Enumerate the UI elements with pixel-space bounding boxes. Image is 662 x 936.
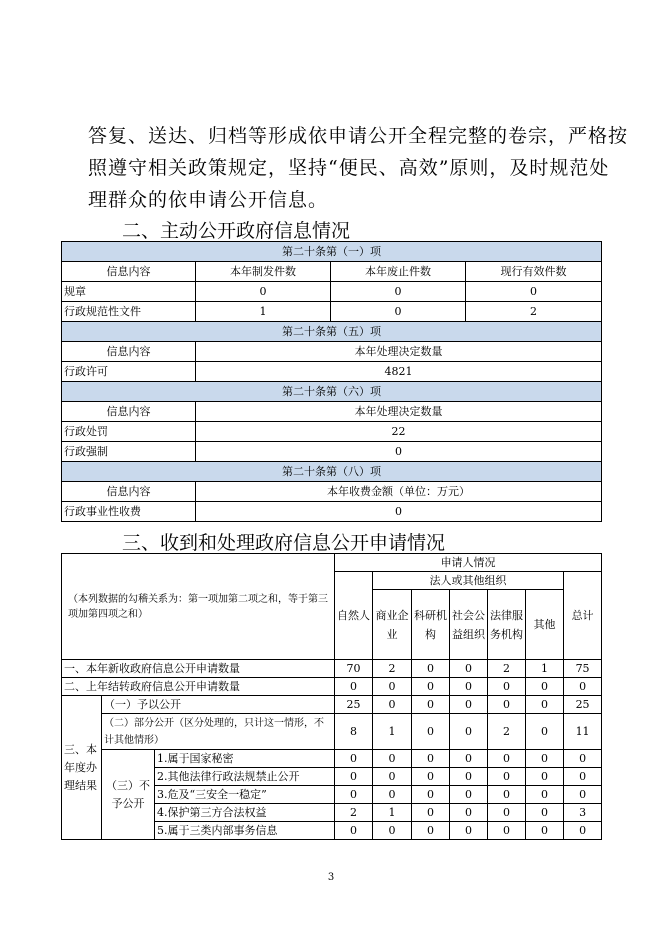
value-cell: 0 <box>373 678 412 696</box>
value-cell: 0 <box>450 768 488 786</box>
value-cell: 0 <box>373 696 412 714</box>
row-label: 行政许可 <box>62 362 196 382</box>
value-cell: 0 <box>373 768 412 786</box>
value-cell: 2 <box>488 714 526 750</box>
value-cell: 0 <box>526 822 564 840</box>
row-label: 3.危及“三安全一稳定” <box>155 786 335 804</box>
value-cell: 0 <box>450 678 488 696</box>
section-title: 第二十条第（五）项 <box>62 322 602 342</box>
row-label: （二）部分公开（区分处理的，只计这一情形，不计其他情形） <box>102 714 335 750</box>
value-cell: 2 <box>335 804 373 822</box>
value-cell: 0 <box>526 750 564 768</box>
section2-heading: 二、主动公开政府信息情况 <box>122 220 351 242</box>
row-label: 2.其他法律行政法规禁止公开 <box>155 768 335 786</box>
value-cell: 1 <box>196 302 331 322</box>
value-cell: 0 <box>450 696 488 714</box>
section-title: 第二十条第（六）项 <box>62 382 602 402</box>
row-label: 1.属于国家秘密 <box>155 750 335 768</box>
header-cell: 本年收费金额（单位：万元） <box>196 482 602 502</box>
value-cell: 0 <box>412 678 450 696</box>
value-cell: 0 <box>196 282 331 302</box>
row-label: 一、本年新收政府信息公开申请数量 <box>62 660 335 678</box>
subgroup-label: （三）不予公开 <box>102 750 155 840</box>
value-cell: 25 <box>335 696 373 714</box>
header-cell: 信息内容 <box>62 342 196 362</box>
value-cell: 0 <box>412 714 450 750</box>
row-label: （一）予以公开 <box>102 696 335 714</box>
value-cell: 0 <box>373 750 412 768</box>
value-cell: 0 <box>450 822 488 840</box>
header-cell: 信息内容 <box>62 402 196 422</box>
value-cell: 0 <box>526 696 564 714</box>
value-cell: 0 <box>488 804 526 822</box>
header-cell: 总计 <box>564 572 602 660</box>
header-cell: 本年废止件数 <box>331 262 466 282</box>
value-cell: 0 <box>488 822 526 840</box>
value-cell: 0 <box>412 822 450 840</box>
value-cell: 0 <box>526 714 564 750</box>
value-cell: 0 <box>373 822 412 840</box>
value-cell: 0 <box>335 768 373 786</box>
value-cell: 11 <box>564 714 602 750</box>
row-label: 行政强制 <box>62 442 196 462</box>
application-table <box>61 553 602 840</box>
proactive-disclosure-table <box>61 241 602 522</box>
header-cell: 法律服务机构 <box>488 590 526 660</box>
value-cell: 0 <box>450 750 488 768</box>
group-label: 三、本年度办理结果 <box>62 696 102 840</box>
table-note: （本列数据的勾稽关系为：第一项加第二项之和，等于第三项加第四项之和） <box>62 554 335 660</box>
value-cell: 0 <box>564 822 602 840</box>
row-label: 行政处罚 <box>62 422 196 442</box>
intro-line: 照遵守相关政策规定，坚持“便民、高效”原则，及时规范处 <box>88 157 610 179</box>
value-cell: 0 <box>450 714 488 750</box>
value-cell: 0 <box>412 750 450 768</box>
value-cell: 0 <box>196 502 602 522</box>
value-cell: 0 <box>526 768 564 786</box>
value-cell: 0 <box>488 696 526 714</box>
page-number: 3 <box>327 872 335 883</box>
value-cell: 0 <box>196 442 602 462</box>
value-cell: 0 <box>488 750 526 768</box>
value-cell: 0 <box>564 678 602 696</box>
header-cell: 现行有效件数 <box>466 262 602 282</box>
value-cell: 8 <box>335 714 373 750</box>
header-cell: 申请人情况 <box>335 554 602 572</box>
value-cell: 0 <box>564 750 602 768</box>
value-cell: 1 <box>373 714 412 750</box>
value-cell: 0 <box>412 696 450 714</box>
value-cell: 0 <box>526 678 564 696</box>
value-cell: 0 <box>335 822 373 840</box>
value-cell: 0 <box>450 804 488 822</box>
value-cell: 0 <box>412 804 450 822</box>
value-cell: 2 <box>466 302 602 322</box>
row-label: 5.属于三类内部事务信息 <box>155 822 335 840</box>
value-cell: 1 <box>373 804 412 822</box>
header-cell: 本年处理决定数量 <box>196 342 602 362</box>
value-cell: 0 <box>331 282 466 302</box>
row-label: 4.保护第三方合法权益 <box>155 804 335 822</box>
value-cell: 1 <box>526 660 564 678</box>
value-cell: 0 <box>488 768 526 786</box>
value-cell: 0 <box>412 660 450 678</box>
value-cell: 25 <box>564 696 602 714</box>
section-title: 第二十条第（一）项 <box>62 242 602 262</box>
value-cell: 0 <box>373 786 412 804</box>
value-cell: 0 <box>564 768 602 786</box>
value-cell: 0 <box>335 750 373 768</box>
intro-paragraph <box>88 120 629 216</box>
row-label: 行政规范性文件 <box>62 302 196 322</box>
section-title: 第二十条第（八）项 <box>62 462 602 482</box>
value-cell: 0 <box>450 660 488 678</box>
header-cell: 本年制发件数 <box>196 262 331 282</box>
value-cell: 0 <box>412 768 450 786</box>
header-cell: 信息内容 <box>62 262 196 282</box>
value-cell: 3 <box>564 804 602 822</box>
value-cell: 0 <box>335 786 373 804</box>
header-cell: 科研机构 <box>412 590 450 660</box>
row-label: 规章 <box>62 282 196 302</box>
header-cell: 其他 <box>526 590 564 660</box>
value-cell: 0 <box>526 804 564 822</box>
value-cell: 0 <box>412 786 450 804</box>
intro-line: 理群众的依申请公开信息。 <box>88 189 329 211</box>
header-cell: 社会公益组织 <box>450 590 488 660</box>
header-cell: 法人或其他组织 <box>373 572 564 590</box>
value-cell: 0 <box>564 786 602 804</box>
value-cell: 2 <box>488 660 526 678</box>
header-cell: 本年处理决定数量 <box>196 402 602 422</box>
intro-line: 答复、送达、归档等形成依申请公开全程完整的卷宗，严格按 <box>88 125 629 147</box>
row-label: 二、上年结转政府信息公开申请数量 <box>62 678 335 696</box>
value-cell: 2 <box>373 660 412 678</box>
value-cell: 75 <box>564 660 602 678</box>
value-cell: 22 <box>196 422 602 442</box>
value-cell: 70 <box>335 660 373 678</box>
value-cell: 0 <box>335 678 373 696</box>
header-cell: 自然人 <box>335 572 373 660</box>
value-cell: 0 <box>488 678 526 696</box>
header-cell: 信息内容 <box>62 482 196 502</box>
value-cell: 4821 <box>196 362 602 382</box>
value-cell: 0 <box>488 786 526 804</box>
value-cell: 0 <box>466 282 602 302</box>
value-cell: 0 <box>450 786 488 804</box>
value-cell: 0 <box>526 786 564 804</box>
row-label: 行政事业性收费 <box>62 502 196 522</box>
value-cell: 0 <box>331 302 466 322</box>
header-cell: 商业企业 <box>373 590 412 660</box>
section3-heading: 三、收到和处理政府信息公开申请情况 <box>122 532 446 554</box>
